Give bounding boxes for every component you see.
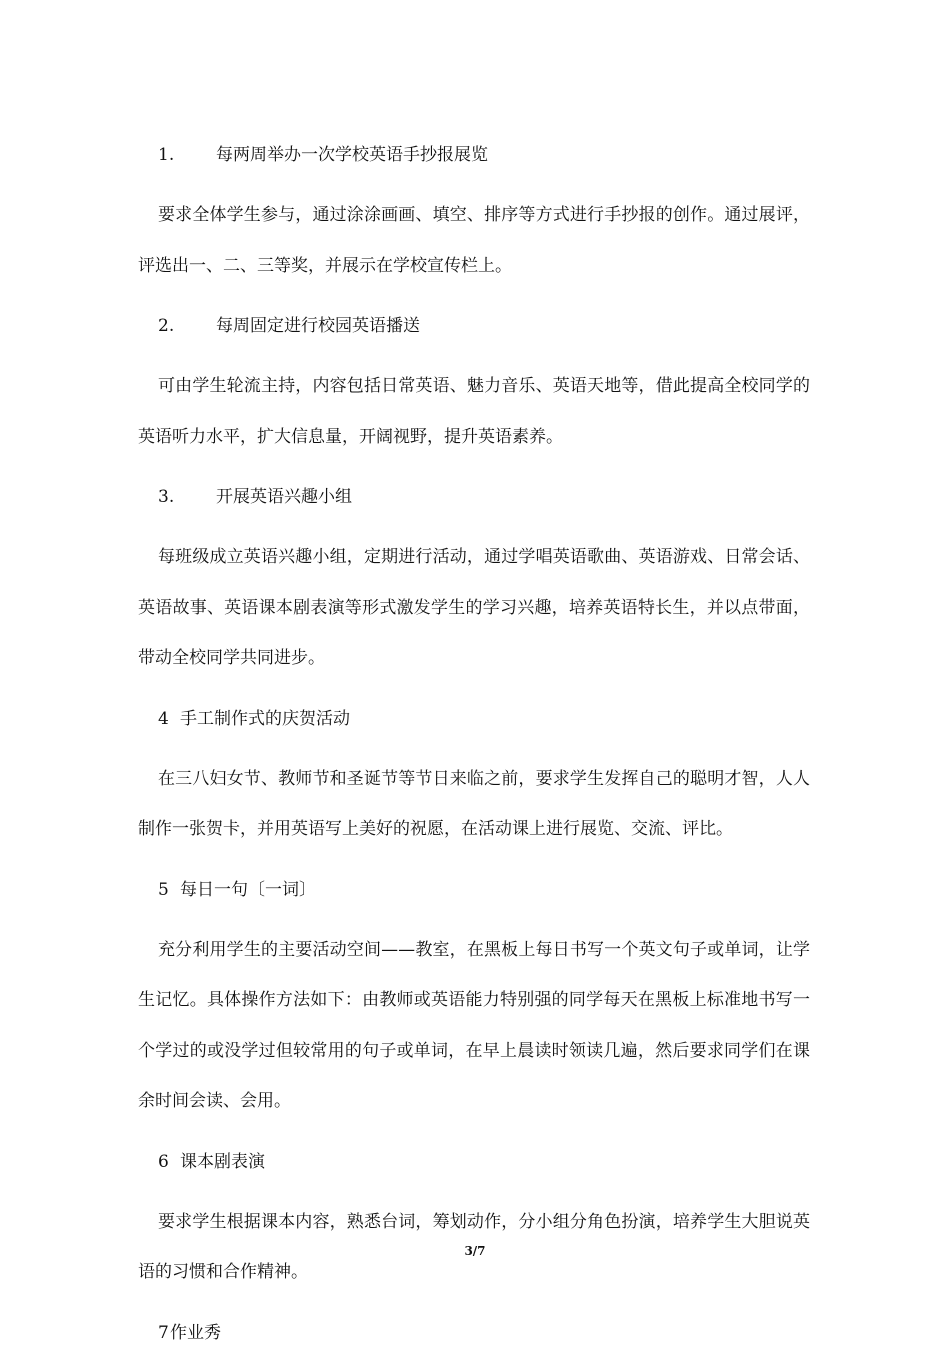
section-body-2: 可由学生轮流主持，内容包括日常英语、魅力音乐、英语天地等，借此提高全校同学的英语听力水平，扩大信息量，开阔视野，提升英语素养。 [138,376,810,447]
section-body-6: 要求学生根据课本内容，熟悉台词，筹划动作，分小组分角色扮演，培养学生大胆说英语的习惯和合作精神。 [138,1211,810,1282]
section-body-3: 每班级成立英语兴趣小组，定期进行活动，通过学唱英语歌曲、英语游戏、日常会话、英语故事、英语课本剧表演等形式激发学生的学习兴趣，培养英语特长生，并以点带面，带动全校同学共同进步。 [138,547,810,668]
section-body-4: 在三八妇女节、教师节和圣诞节等节日来临之前，要求学生发挥自己的聪明才智，人人制作一张贺卡，并用英语写上美好的祝愿，在活动课上进行展览、交流、评比。 [138,768,810,839]
section-title: 每两周举办一次学校英语手抄报展览 [216,145,488,165]
section-number: 3. [158,487,175,507]
section-number: 7 [158,1322,169,1343]
section-title: 开展英语兴趣小组 [216,487,352,507]
section-title: 每周固定进行校园英语播送 [216,316,420,336]
section-heading-7 [138,1318,810,1348]
section-number: 2. [158,316,175,336]
section-title: 手工制作式的庆贺活动 [180,708,350,729]
section-body-5: 充分利用学生的主要活动空间——教室，在黑板上每日书写一个英文句子或单词，让学生记忆。具体操作方法如下：由教师或英语能力特别强的同学每天在黑板上标准地书写一个学过的或没学过但较常用的句子或单词，在早上晨读时领读几遍，然后要求同学们在课余时间会读、会用。 [138,939,810,1111]
section-heading-6 [138,1147,810,1177]
section-number: 5 [158,879,169,900]
section-number: 4 [158,708,169,729]
section-number: 1. [158,145,175,165]
page-number: 3/7 [464,1244,486,1258]
section-title: 作业秀 [170,1322,221,1343]
document-page [138,140,810,1348]
section-heading-2 [138,311,810,341]
section-title: 课本剧表演 [180,1151,265,1172]
section-title: 每日一句〔一词〕 [180,879,316,900]
section-heading-1 [138,140,810,170]
section-heading-4 [138,704,810,734]
section-number: 6 [158,1151,169,1172]
section-body-1: 要求全体学生参与，通过涂涂画画、填空、排序等方式进行手抄报的创作。通过展评，评选出一、二、三等奖，并展示在学校宣传栏上。 [138,205,810,276]
section-heading-3 [138,482,810,512]
section-heading-5 [138,875,810,905]
